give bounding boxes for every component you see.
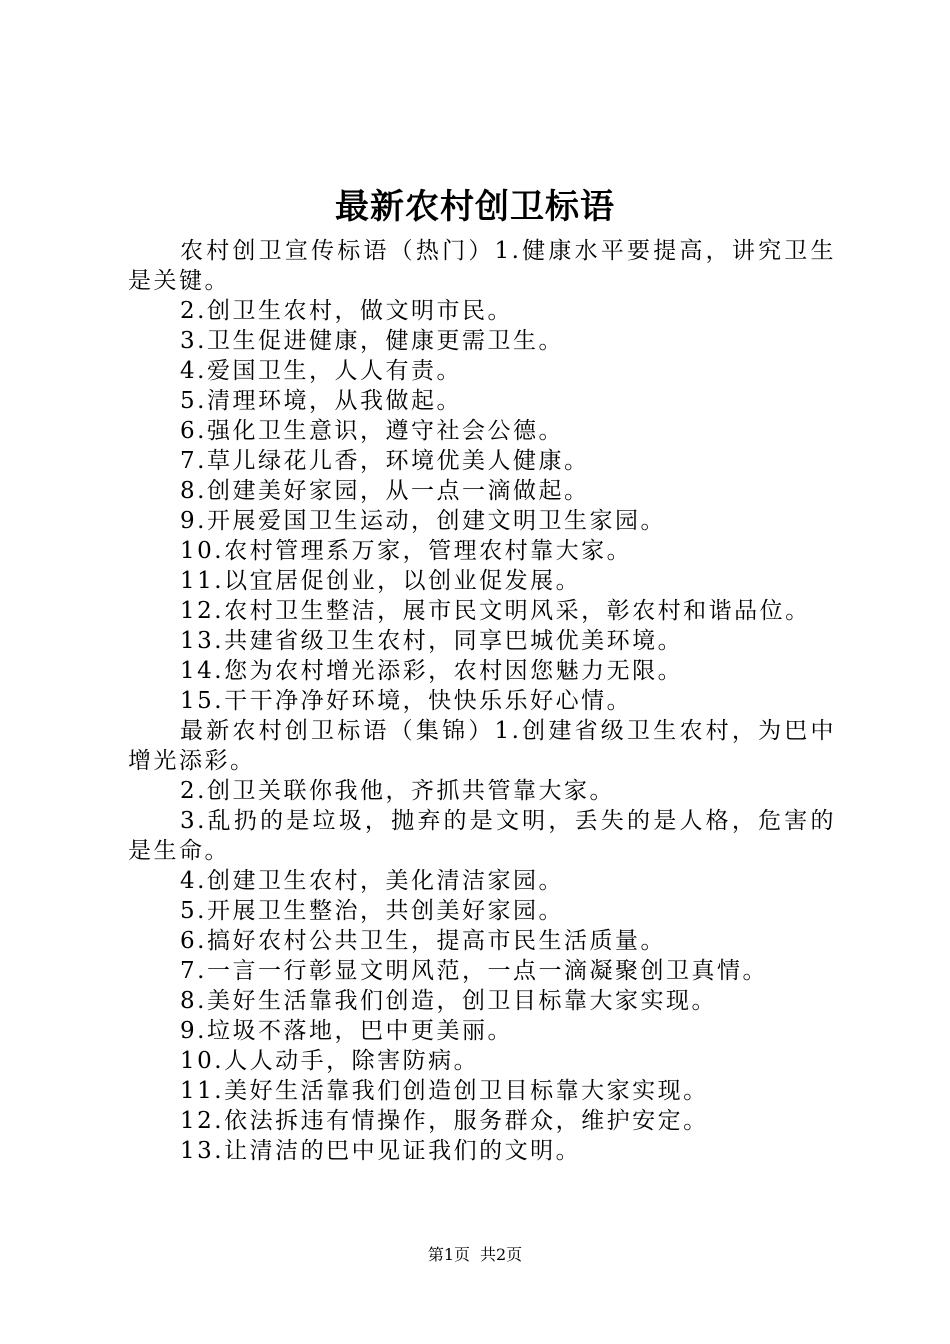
paragraph: 7.草儿绿花儿香，环境优美人健康。	[180, 448, 590, 474]
page-footer	[0, 1243, 950, 1267]
paragraph: 13.共建省级卫生农村，同享巴城优美环境。	[180, 628, 684, 654]
paragraph: 5.开展卫生整治，共创美好家园。	[180, 898, 564, 924]
paragraph: 9.垃圾不落地，巴中更美丽。	[180, 1018, 513, 1044]
paragraph: 2.创卫关联你我他，齐抓共管靠大家。	[180, 778, 615, 804]
paragraph: 11.美好生活靠我们创造创卫目标靠大家实现。	[180, 1078, 709, 1104]
document-title: 最新农村创卫标语	[335, 187, 615, 227]
paragraph: 最新农村创卫标语（集锦）1.创建省级卫生农村，为巴中增光添彩。	[128, 718, 836, 774]
paragraph: 3.乱扔的是垃圾，抛弃的是文明，丢失的是人格，危害的是生命。	[128, 808, 836, 864]
paragraph: 12.依法拆违有情操作，服务群众，维护安定。	[180, 1108, 709, 1134]
paragraph: 4.爱国卫生，人人有责。	[180, 358, 462, 384]
paragraph: 15.干干净净好环境，快快乐乐好心情。	[180, 688, 633, 714]
paragraph: 14.您为农村增光添彩，农村因您魅力无限。	[180, 658, 684, 684]
paragraph: 13.让清洁的巴中见证我们的文明。	[180, 1138, 582, 1164]
paragraph: 2.创卫生农村，做文明市民。	[180, 298, 513, 324]
paragraph: 12.农村卫生整洁，展市民文明风采，彰农村和谐品位。	[180, 598, 811, 624]
paragraph: 6.强化卫生意识，遵守社会公德。	[180, 418, 564, 444]
paragraph: 4.创建卫生农村，美化清洁家园。	[180, 868, 564, 894]
paragraph: 10.农村管理系万家，管理农村靠大家。	[180, 538, 633, 564]
paragraph: 8.创建美好家园，从一点一滴做起。	[180, 478, 590, 504]
paragraph: 10.人人动手，除害防病。	[180, 1048, 480, 1074]
document-body	[128, 236, 836, 1166]
paragraph: 农村创卫宣传标语（热门）1.健康水平要提高，讲究卫生是关键。	[128, 238, 836, 294]
paragraph: 11.以宜居促创业，以创业促发展。	[180, 568, 582, 594]
paragraph: 8.美好生活靠我们创造，创卫目标靠大家实现。	[180, 988, 717, 1014]
page-number: 第1页	[427, 1245, 470, 1264]
paragraph: 7.一言一行彰显文明风范，一点一滴凝聚创卫真情。	[180, 958, 768, 984]
paragraph: 6.搞好农村公共卫生，提高市民生活质量。	[180, 928, 666, 954]
paragraph: 9.开展爱国卫生运动，创建文明卫生家园。	[180, 508, 666, 534]
page-total: 共2页	[480, 1245, 523, 1264]
paragraph: 5.清理环境，从我做起。	[180, 388, 462, 414]
paragraph: 3.卫生促进健康，健康更需卫生。	[180, 328, 564, 354]
